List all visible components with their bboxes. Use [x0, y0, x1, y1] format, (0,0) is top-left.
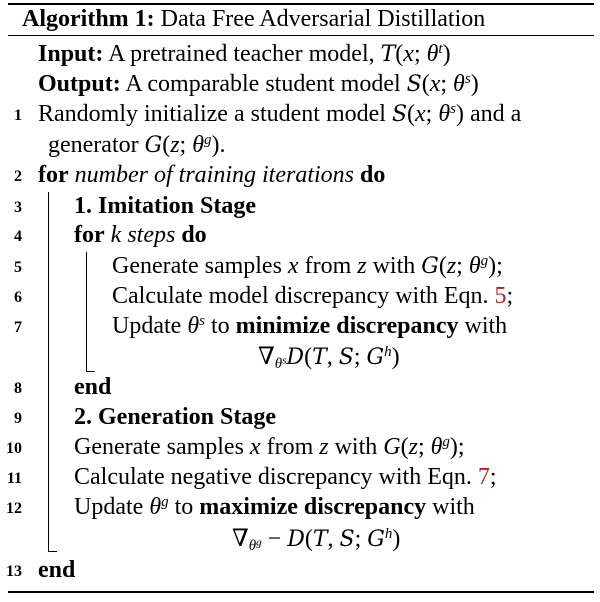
input-label: Input:	[38, 41, 104, 67]
step-5-text-b: from	[304, 253, 352, 279]
step-7-formula	[258, 343, 400, 372]
step-11-text: Calculate negative discrepancy with Eqn.	[74, 464, 472, 490]
step-1	[38, 100, 521, 129]
k-variable: k	[110, 222, 122, 248]
student-model-math: S(x; $\theta^s$)	[406, 70, 479, 97]
step-7-text-b: to	[210, 313, 230, 339]
line-number: 10	[6, 440, 22, 457]
line-number: 13	[6, 563, 22, 580]
keyword-for: for	[38, 162, 69, 188]
theta-s-math: $\theta^s$	[187, 312, 205, 339]
line-number: 12	[6, 500, 22, 517]
step-12	[74, 493, 475, 521]
loop-bar-inner-tick	[86, 371, 95, 372]
step-1-cont	[48, 131, 226, 160]
step-6: Calculate model discrepancy with Eqn. 5;	[112, 283, 514, 309]
step-10-text-c: with	[334, 434, 378, 460]
line-number: 11	[6, 470, 22, 487]
step-12-text: Update	[74, 494, 144, 520]
step-12-text-b: to	[174, 494, 194, 520]
step-12-text-c: with	[432, 494, 475, 520]
equation-ref-link[interactable]: 5	[494, 283, 507, 309]
algorithm-label: Algorithm 1:	[22, 6, 155, 32]
step-11: Calculate negative discrepancy with Eqn. 7;	[74, 464, 497, 490]
theta-g-math: $\theta^g$	[149, 493, 169, 520]
equation-ref-link[interactable]: 7	[477, 464, 490, 490]
step-10-text-b: from	[266, 434, 314, 460]
step-5-math: G(z; $\theta^g$);	[421, 252, 503, 279]
bottom-rule	[8, 591, 594, 593]
keyword-for: for	[74, 222, 105, 248]
step-4-text: steps	[127, 222, 176, 248]
keyword-end: end	[38, 557, 76, 583]
line-number: 3	[14, 199, 22, 216]
step-1-text-c: generator	[48, 132, 139, 158]
maximize-discrepancy-text: maximize discrepancy	[199, 494, 427, 520]
gradient-formula-max: $\nabla_{\theta^g} - D(T$, S; $G^h$)	[232, 525, 401, 554]
z-variable: z	[357, 253, 367, 279]
step-10-math: G(z; $\theta^g$);	[383, 433, 465, 460]
step-1-text-b: and a	[469, 101, 522, 127]
step-13	[38, 556, 75, 584]
x-variable: x	[249, 434, 261, 460]
line-number: 1	[14, 107, 22, 124]
step-4	[74, 221, 207, 249]
step-2-text: number of training iterations	[74, 162, 354, 188]
step-7-text-c: with	[464, 313, 508, 339]
caption-rule	[8, 35, 594, 36]
line-number: 7	[14, 319, 22, 336]
step-5-text: Generate samples	[112, 253, 282, 279]
output-label: Output:	[38, 71, 121, 97]
line-number: 5	[14, 259, 22, 276]
imitation-stage-heading: 1. Imitation Stage	[74, 193, 256, 219]
step-3	[74, 192, 256, 220]
step-10	[74, 433, 465, 461]
step-12-formula	[232, 525, 400, 554]
teacher-model-math: T(x; $\theta^t$)	[380, 40, 451, 67]
keyword-end: end	[74, 374, 112, 400]
output-text: A comparable student model	[125, 71, 401, 97]
step-10-text: Generate samples	[74, 434, 244, 460]
step-5-text-c: with	[372, 253, 416, 279]
keyword-do: do	[360, 162, 386, 188]
algorithm-title: Data Free Adversarial Distillation	[160, 6, 486, 32]
loop-bar-inner	[86, 252, 87, 372]
z-variable: z	[319, 434, 329, 460]
step-5	[112, 252, 503, 281]
step-1-math: S(x; $\theta^s$)	[391, 100, 464, 127]
line-number: 2	[14, 168, 22, 185]
output-line	[38, 70, 479, 99]
minimize-discrepancy-text: minimize discrepancy	[235, 313, 459, 339]
keyword-do: do	[181, 222, 207, 248]
step-9	[74, 403, 276, 431]
algorithm-caption	[22, 5, 485, 33]
loop-bar-outer	[48, 192, 49, 552]
generator-math: G(z; $\theta^g$).	[144, 131, 226, 158]
loop-bar-outer-tick	[48, 551, 57, 552]
line-number: 9	[14, 410, 22, 427]
step-7	[112, 312, 507, 340]
line-number: 4	[14, 228, 22, 245]
input-text: A pretrained teacher model,	[108, 41, 375, 67]
step-7-text: Update	[112, 313, 182, 339]
x-variable: x	[287, 253, 299, 279]
step-1-text: Randomly initialize a student model	[38, 101, 386, 127]
step-6-text: Calculate model discrepancy with Eqn.	[112, 283, 489, 309]
step-2	[38, 161, 385, 189]
line-number: 8	[14, 380, 22, 397]
gradient-formula-min: $\nabla_{\theta^s}D(T$, S; $G^h$)	[258, 343, 400, 372]
step-8	[74, 373, 111, 401]
line-number: 6	[14, 289, 22, 306]
input-line	[38, 40, 451, 69]
generation-stage-heading: 2. Generation Stage	[74, 404, 276, 430]
